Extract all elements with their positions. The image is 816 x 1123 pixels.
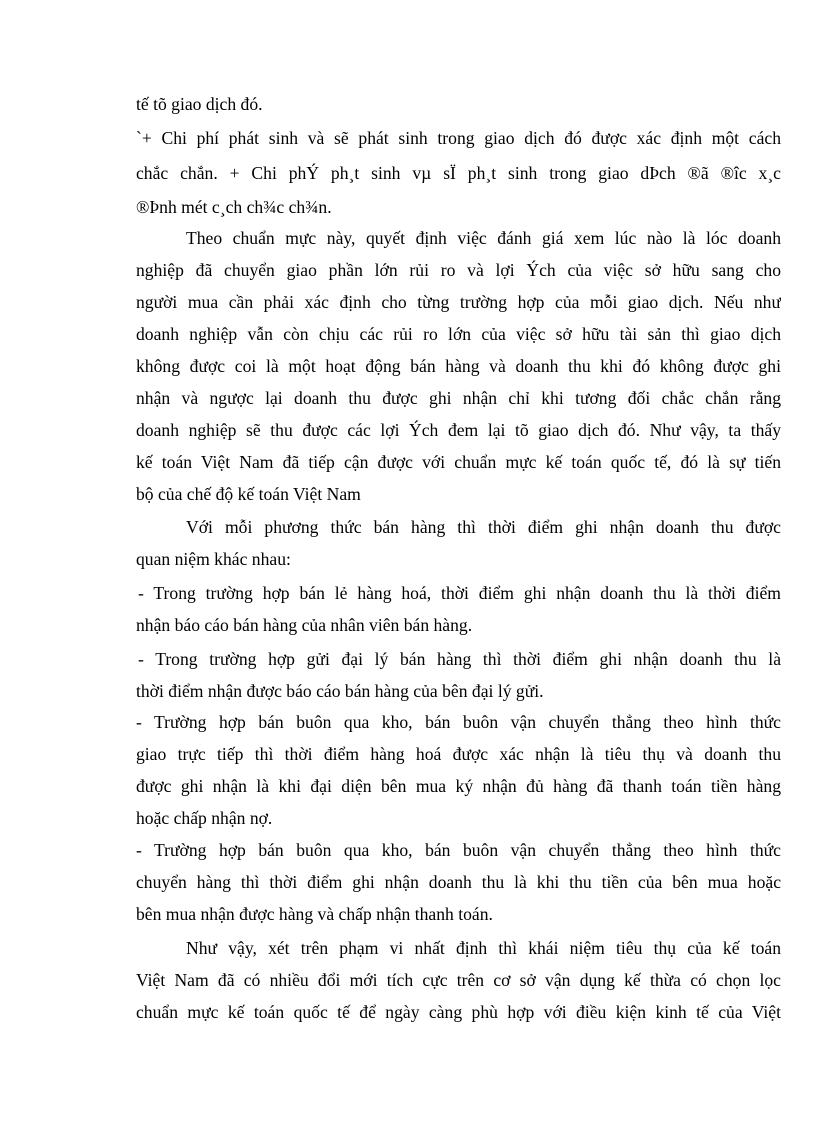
paragraph-first-line: Như vậy, xét trên phạm vi nhất định thì khái niệm tiêu thụ của kế toán [186,938,781,958]
text-line: tế tõ giao dịch đó. [136,94,263,114]
text-line: nghiệp đã chuyển giao phần lớn rủi ro và lợi Ých của việc sở hữu sang cho [136,260,781,280]
text-line: giao trực tiếp thì thời điểm hàng hoá được xác nhận là tiêu thụ và doanh thu [136,744,781,764]
text-line: hoặc chấp nhận nợ. [136,808,273,828]
text-line: người mua cần phải xác định cho từng trường hợp của mỗi giao dịch. Nếu như [136,292,781,312]
text-line: nhận và ngược lại doanh thu được ghi nhận chỉ khi tương đối chắc chắn rằng [136,388,781,408]
text-line: doanh nghiệp vẫn còn chịu các rủi ro lớn của việc sở hữu tài sản thì giao dịch [136,324,781,344]
text-line: kế toán Việt Nam đã tiếp cận được với chuẩn mực kế toán quốc tế, đó là sự tiến [136,452,781,472]
text-line: ®Þnh mét c¸ch ch¾c ch¾n. [136,197,332,217]
list-item-line: - Trong trường hợp bán lẻ hàng hoá, thời điểm ghi nhận doanh thu là thời điểm [138,583,781,603]
list-item-line: - Trường hợp bán buôn qua kho, bán buôn vận chuyển thẳng theo hình thức [136,712,781,732]
text-line: nhận báo cáo bán hàng của nhân viên bán hàng. [136,615,473,635]
text-line: quan niệm khác nhau: [136,549,291,569]
text-line: Việt Nam đã có nhiều đổi mới tích cực trên cơ sở vận dụng kế thừa có chọn lọc [136,970,781,990]
list-item-line: - Trong trường hợp gửi đại lý bán hàng thì thời điểm ghi nhận doanh thu là [138,649,781,669]
text-line: `+ Chi phí phát sinh và sẽ phát sinh trong giao dịch đó được xác định một cách [136,128,781,148]
text-line: được ghi nhận là khi đại diện bên mua ký nhận đủ hàng đã thanh toán tiền hàng [136,776,781,796]
text-line: doanh nghiệp sẽ thu được các lợi Ých đem lại tõ giao dịch đó. Như vậy, ta thấy [136,420,781,440]
text-line: bên mua nhận được hàng và chấp nhận thanh toán. [136,904,493,924]
paragraph-first-line: Với mỗi phương thức bán hàng thì thời điểm ghi nhận doanh thu được [186,517,781,537]
paragraph-first-line: Theo chuẩn mực này, quyết định việc đánh giá xem lúc nào là lóc doanh [186,228,781,248]
text-line: thời điểm nhận được báo cáo bán hàng của bên đại lý gửi. [136,681,544,701]
list-item-line: - Trường hợp bán buôn qua kho, bán buôn vận chuyển thẳng theo hình thức [136,840,781,860]
text-line: không được coi là một hoạt động bán hàng và doanh thu khi đó không được ghi [136,356,781,376]
text-line: chuyển hàng thì thời điểm ghi nhận doanh thu là khi thu tiền của bên mua hoặc [136,872,781,892]
text-line: chắc chắn. + Chi phÝ ph¸t sinh vµ sÏ ph¸t sinh trong giao dÞch ®ã ®îc x¸c [136,163,781,183]
text-line: chuẩn mực kế toán quốc tế để ngày càng phù hợp với điều kiện kinh tế của Việt [136,1002,781,1022]
text-line: bộ của chế độ kế toán Việt Nam [136,484,361,504]
